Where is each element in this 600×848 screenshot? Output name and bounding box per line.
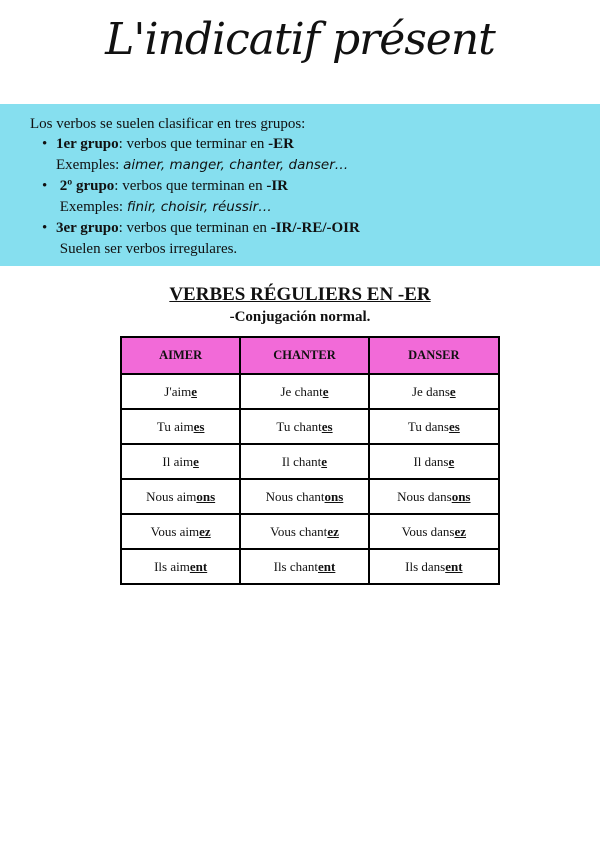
verb-stem: J'aim <box>164 383 192 399</box>
group-2-examples: Exemples: finir, choisir, réussir… <box>59 199 272 215</box>
verb-stem: Il aim <box>162 453 194 469</box>
conjugation-cell <box>121 549 240 584</box>
verb-stem: Vous dans <box>401 523 455 539</box>
verb-stem: Tu chant <box>276 418 322 434</box>
table-row <box>121 409 499 444</box>
verb-ending: es <box>321 418 333 434</box>
verb-ending: e <box>191 383 197 399</box>
verb-ending: e <box>449 383 456 399</box>
conjugation-cell <box>240 479 368 514</box>
verb-stem: Nous dans <box>397 488 452 504</box>
verb-stem: Il dans <box>413 453 449 469</box>
verb-stem: Tu dans <box>407 418 449 434</box>
header-danser: DANSER <box>369 337 499 374</box>
intro-text: Los verbos se suelen clasificar en tres grupos: <box>30 116 306 132</box>
table-row <box>121 514 499 549</box>
table-row <box>121 549 499 584</box>
group-item-3: • 3er grupo: verbos que terminan en -IR/-RE/-OIR <box>42 220 360 236</box>
header-chanter: CHANTER <box>240 337 368 374</box>
verb-ending: ent <box>318 558 336 574</box>
verb-ending: e <box>448 453 455 469</box>
verb-stem: Ils chant <box>273 558 319 574</box>
conjugation-cell <box>240 409 368 444</box>
verb-stem: Je dans <box>411 383 450 399</box>
conjugation-cell <box>240 514 368 549</box>
conjugation-cell <box>121 514 240 549</box>
section-subtitle: -Conjugación normal. <box>229 309 371 325</box>
verb-ending: ent <box>445 558 463 574</box>
verb-stem: Je chant <box>280 383 323 399</box>
verb-stem: Vous aim <box>150 523 200 539</box>
group-item-1: • 1er grupo: verbos que terminar en -ER <box>42 136 295 152</box>
verb-ending: ez <box>327 523 339 539</box>
page-title: L'indicatif présent <box>105 14 495 65</box>
section-title: VERBES RÉGULIERS EN -ER <box>169 284 431 305</box>
verb-stem: Ils aim <box>154 558 190 574</box>
conjugation-cell <box>121 444 240 479</box>
header-aimer: AIMER <box>121 337 240 374</box>
verb-stem: Nous chant <box>265 488 325 504</box>
group-3-note: Suelen ser verbos irregulares. <box>59 241 238 257</box>
verb-ending: ez <box>199 523 211 539</box>
groups-info-box <box>0 104 600 266</box>
table-header-row <box>121 337 499 374</box>
group-item-2: • 2º grupo: verbos que terminan en -IR <box>42 178 289 194</box>
conjugation-cell <box>121 374 240 409</box>
table-row <box>121 374 499 409</box>
verb-ending: e <box>321 453 328 469</box>
conjugation-cell <box>369 409 499 444</box>
verb-stem: Nous aim <box>146 488 197 504</box>
conjugation-cell <box>121 409 240 444</box>
verb-stem: Ils dans <box>405 558 446 574</box>
verb-ending: e <box>322 383 329 399</box>
conjugation-cell <box>369 374 499 409</box>
verb-ending: ent <box>189 558 208 574</box>
verb-ending: e <box>193 453 199 469</box>
conjugation-table <box>120 336 500 585</box>
conjugation-cell <box>369 444 499 479</box>
table-row <box>121 444 499 479</box>
verb-stem: Tu aim <box>156 418 194 434</box>
verb-ending: ez <box>454 523 467 539</box>
conjugation-cell <box>369 514 499 549</box>
conjugation-cell <box>240 444 368 479</box>
conjugation-cell <box>121 479 240 514</box>
verb-ending: es <box>448 418 460 434</box>
conjugation-cell <box>369 479 499 514</box>
verb-stem: Vous chant <box>270 523 328 539</box>
conjugation-cell <box>240 549 368 584</box>
groups-list <box>40 134 360 260</box>
conjugation-cell <box>240 374 368 409</box>
verb-ending: es <box>193 418 205 434</box>
verb-ending: ons <box>196 488 216 504</box>
verb-stem: Il chant <box>281 453 322 469</box>
verb-ending: ons <box>451 488 471 504</box>
conjugation-cell <box>369 549 499 584</box>
group-1-examples: Exemples: aimer, manger, chanter, danser… <box>56 157 349 173</box>
verb-ending: ons <box>324 488 344 504</box>
table-row <box>121 479 499 514</box>
